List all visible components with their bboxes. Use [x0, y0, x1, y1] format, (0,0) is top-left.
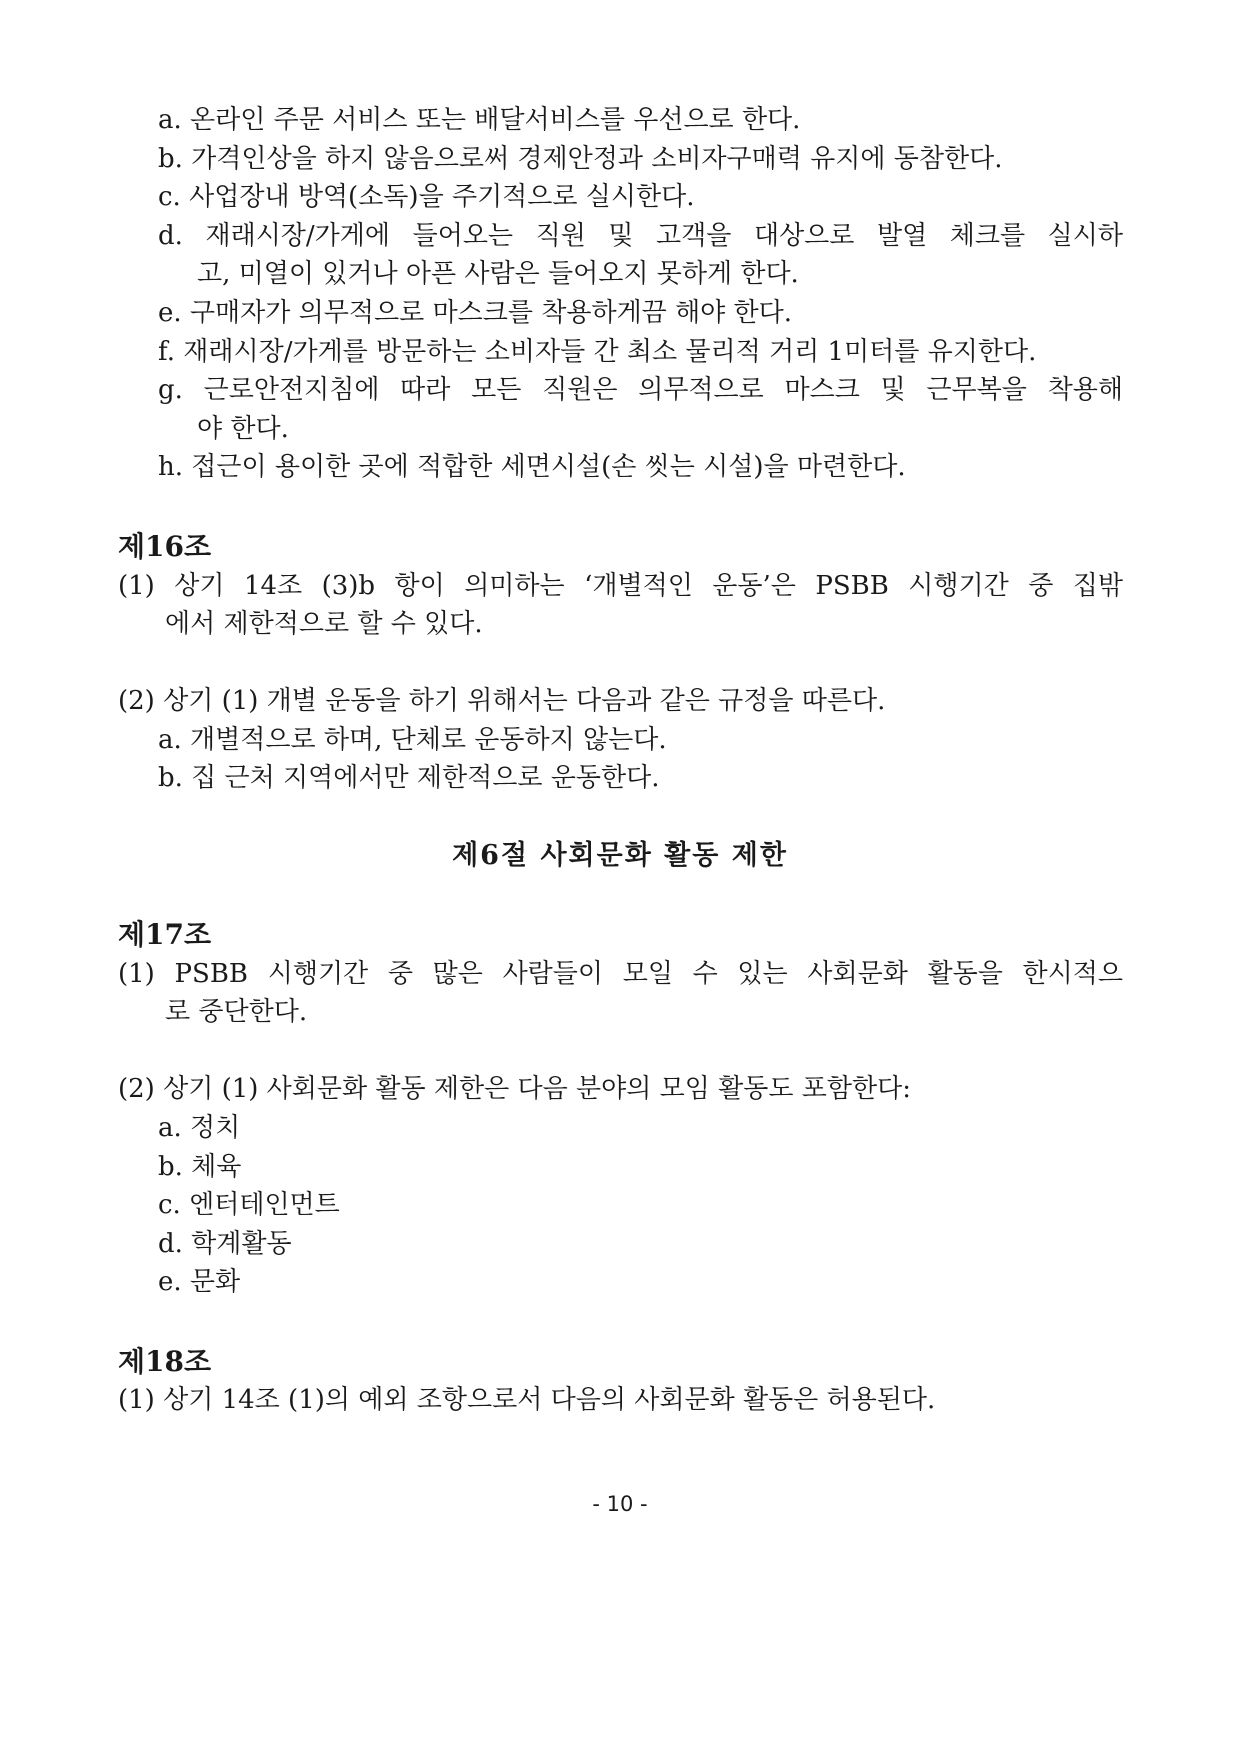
paragraph: (1) PSBB 시행기간 중 많은 사람들이 모일 수 있는 사회문화 활동을 한시적으 [118, 959, 1123, 989]
page-number: - 10 - [592, 1492, 648, 1516]
list-item: a. 온라인 주문 서비스 또는 배달서비스를 우선으로 한다. [158, 105, 801, 135]
list-item: c. 엔터테인먼트 [158, 1190, 340, 1220]
list-item: b. 가격인상을 하지 않음으로써 경제안정과 소비자구매력 유지에 동참한다. [158, 144, 1003, 174]
list-item: d. 학계활동 [158, 1229, 292, 1259]
list-item: e. 문화 [158, 1267, 241, 1297]
list-item: a. 개별적으로 하며, 단체로 운동하지 않는다. [158, 725, 667, 755]
list-item-continuation: 야 한다. [197, 414, 289, 444]
paragraph: (2) 상기 (1) 사회문화 활동 제한은 다음 분야의 모임 활동도 포함한다: [118, 1074, 911, 1104]
list-item: b. 집 근처 지역에서만 제한적으로 운동한다. [158, 763, 660, 793]
list-item: e. 구매자가 의무적으로 마스크를 착용하게끔 해야 한다. [158, 298, 793, 328]
list-item: g. 근로안전지침에 따라 모든 직원은 의무적으로 마스크 및 근무복을 착용해 [158, 375, 1123, 405]
list-item: b. 체육 [158, 1152, 242, 1182]
paragraph-continuation: 에서 제한적으로 할 수 있다. [165, 609, 483, 639]
article-heading-18: 제18조 [118, 1345, 212, 1378]
paragraph: (2) 상기 (1) 개별 운동을 하기 위해서는 다음과 같은 규정을 따른다. [118, 686, 886, 716]
list-item: d. 재래시장/가게에 들어오는 직원 및 고객을 대상으로 발열 체크를 실시하 [158, 221, 1123, 251]
list-item: a. 정치 [158, 1113, 241, 1143]
list-item: f. 재래시장/가게를 방문하는 소비자들 간 최소 물리적 거리 1미터를 유지한다. [158, 337, 1037, 367]
list-item: c. 사업장내 방역(소독)을 주기적으로 실시한다. [158, 182, 695, 212]
paragraph-continuation: 로 중단한다. [165, 997, 308, 1027]
list-item-continuation: 고, 미열이 있거나 아픈 사람은 들어오지 못하게 한다. [197, 259, 799, 289]
article-heading-17: 제17조 [118, 918, 212, 951]
paragraph: (1) 상기 14조 (3)b 항이 의미하는 ‘개별적인 운동’은 PSBB 시행기간 중 집밖 [118, 571, 1123, 601]
section-title: 제6절 사회문화 활동 제한 [452, 840, 788, 871]
paragraph: (1) 상기 14조 (1)의 예외 조항으로서 다음의 사회문화 활동은 허용된다. [118, 1385, 936, 1415]
list-item: h. 접근이 용이한 곳에 적합한 세면시설(손 씻는 시설)을 마련한다. [158, 452, 906, 482]
article-heading-16: 제16조 [118, 530, 212, 563]
